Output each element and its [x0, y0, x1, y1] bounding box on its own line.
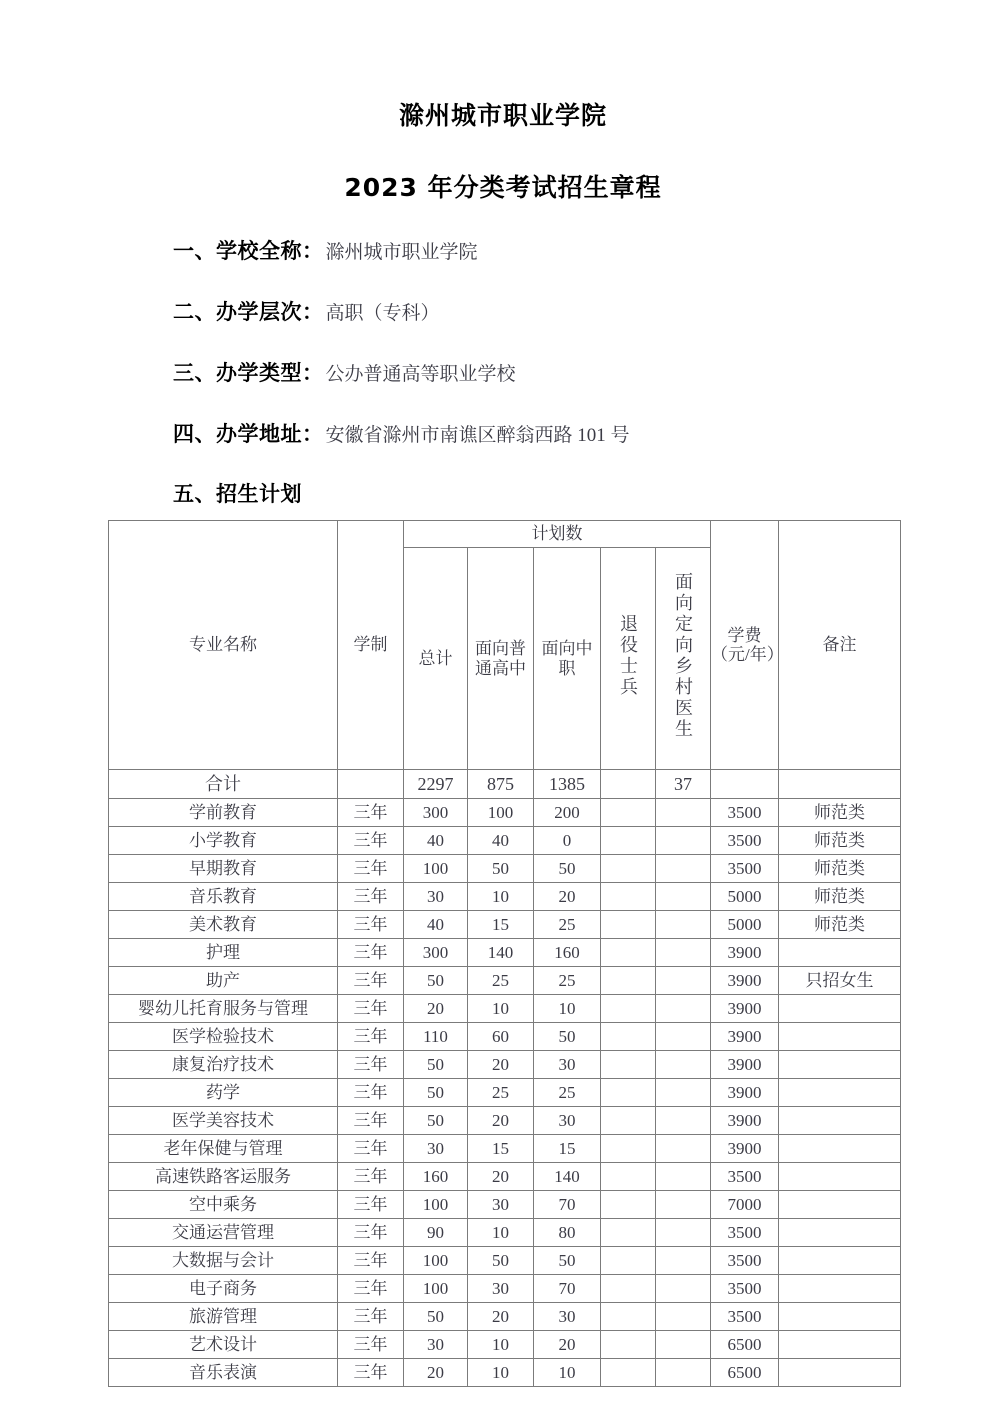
table-row	[109, 1163, 901, 1191]
cell-major: 旅游管理	[109, 1303, 338, 1331]
cell-fee: 3900	[711, 939, 779, 967]
table-row	[109, 1191, 901, 1219]
cell-vocational: 10	[534, 1359, 601, 1387]
cell-major: 高速铁路客运服务	[109, 1163, 338, 1191]
section-label: 五、招生计划	[173, 482, 302, 506]
cell-vocational: 10	[534, 995, 601, 1023]
header-major: 专业名称	[109, 521, 338, 770]
table-row	[109, 939, 901, 967]
cell-major: 音乐表演	[109, 1359, 338, 1387]
header-years: 学制	[338, 521, 404, 770]
cell-rural-doctor	[656, 827, 711, 855]
section-value: 安徽省滁州市南谯区醉翁西路 101 号	[325, 425, 630, 446]
cell-vocational: 70	[534, 1275, 601, 1303]
table-row	[109, 883, 901, 911]
cell-total: 100	[404, 1275, 468, 1303]
enrollment-plan-table	[108, 520, 901, 1387]
cell-years: 三年	[338, 1219, 404, 1247]
cell-major: 医学美容技术	[109, 1107, 338, 1135]
cell-senior-high: 10	[468, 883, 534, 911]
cell-rural-doctor	[656, 939, 711, 967]
cell-fee: 3500	[711, 1163, 779, 1191]
cell-note	[779, 1331, 901, 1359]
cell-vocational: 160	[534, 939, 601, 967]
cell-rural-doctor	[656, 1303, 711, 1331]
cell-senior-high: 20	[468, 1107, 534, 1135]
table-row	[109, 1107, 901, 1135]
cell-senior-high: 10	[468, 1219, 534, 1247]
section-enrollment-plan	[0, 478, 1006, 508]
cell-vocational: 30	[534, 1051, 601, 1079]
cell-years	[338, 770, 404, 799]
table-header-group-row	[109, 521, 901, 548]
cell-vocational: 200	[534, 799, 601, 827]
cell-total: 100	[404, 1247, 468, 1275]
cell-rural-doctor	[656, 1107, 711, 1135]
cell-years: 三年	[338, 883, 404, 911]
cell-veteran	[601, 883, 656, 911]
cell-fee: 3900	[711, 1135, 779, 1163]
cell-rural-doctor	[656, 967, 711, 995]
cell-fee: 7000	[711, 1191, 779, 1219]
cell-rural-doctor	[656, 883, 711, 911]
header-plan-group: 计划数	[404, 521, 711, 548]
header-total: 总计	[404, 548, 468, 770]
header-senior-high: 面向普通高中	[468, 548, 534, 770]
cell-total: 50	[404, 1107, 468, 1135]
cell-note	[779, 1247, 901, 1275]
cell-years: 三年	[338, 1051, 404, 1079]
cell-rural-doctor	[656, 911, 711, 939]
cell-major: 早期教育	[109, 855, 338, 883]
cell-veteran	[601, 1247, 656, 1275]
cell-vocational: 50	[534, 855, 601, 883]
cell-major: 电子商务	[109, 1275, 338, 1303]
cell-senior-high: 50	[468, 855, 534, 883]
cell-years: 三年	[338, 1191, 404, 1219]
section-label: 四、办学地址：	[173, 422, 324, 446]
table-row	[109, 827, 901, 855]
cell-total: 50	[404, 1051, 468, 1079]
cell-veteran	[601, 1023, 656, 1051]
cell-veteran	[601, 1359, 656, 1387]
table-row	[109, 1331, 901, 1359]
cell-major: 美术教育	[109, 911, 338, 939]
table-head	[109, 521, 901, 770]
cell-senior-high: 10	[468, 1331, 534, 1359]
cell-veteran	[601, 1107, 656, 1135]
cell-veteran	[601, 1331, 656, 1359]
cell-total: 160	[404, 1163, 468, 1191]
cell-senior-high: 875	[468, 770, 534, 799]
cell-years: 三年	[338, 967, 404, 995]
cell-senior-high: 25	[468, 967, 534, 995]
cell-note	[779, 770, 901, 799]
table-row	[109, 1023, 901, 1051]
cell-veteran	[601, 911, 656, 939]
cell-total: 20	[404, 1359, 468, 1387]
cell-fee	[711, 770, 779, 799]
cell-total: 40	[404, 911, 468, 939]
section-school-address	[0, 418, 1006, 448]
section-education-level	[0, 296, 1006, 326]
cell-fee: 3500	[711, 799, 779, 827]
cell-vocational: 20	[534, 1331, 601, 1359]
cell-senior-high: 30	[468, 1275, 534, 1303]
cell-veteran	[601, 1051, 656, 1079]
cell-total: 30	[404, 883, 468, 911]
table-row	[109, 1079, 901, 1107]
cell-years: 三年	[338, 911, 404, 939]
section-school-type	[0, 357, 1006, 387]
cell-veteran	[601, 995, 656, 1023]
cell-major: 大数据与会计	[109, 1247, 338, 1275]
cell-veteran	[601, 1219, 656, 1247]
cell-fee: 3500	[711, 827, 779, 855]
table-row	[109, 855, 901, 883]
cell-rural-doctor	[656, 1051, 711, 1079]
cell-years: 三年	[338, 995, 404, 1023]
header-rural-doctor-text: 面向定向乡村医生	[673, 572, 694, 741]
cell-vocational: 80	[534, 1219, 601, 1247]
cell-senior-high: 15	[468, 1135, 534, 1163]
cell-total: 50	[404, 1079, 468, 1107]
cell-note: 师范类	[779, 827, 901, 855]
cell-rural-doctor	[656, 1163, 711, 1191]
cell-total: 2297	[404, 770, 468, 799]
cell-major: 学前教育	[109, 799, 338, 827]
cell-vocational: 30	[534, 1303, 601, 1331]
cell-fee: 3900	[711, 1023, 779, 1051]
cell-fee: 3900	[711, 1051, 779, 1079]
cell-years: 三年	[338, 1023, 404, 1051]
cell-major: 婴幼儿托育服务与管理	[109, 995, 338, 1023]
cell-note	[779, 1163, 901, 1191]
cell-veteran	[601, 1163, 656, 1191]
table-row	[109, 1219, 901, 1247]
section-label: 一、学校全称：	[173, 239, 324, 263]
cell-veteran	[601, 1191, 656, 1219]
document-title-subject: 2023 年分类考试招生章程	[344, 173, 662, 202]
cell-rural-doctor	[656, 1359, 711, 1387]
cell-total: 300	[404, 799, 468, 827]
cell-years: 三年	[338, 1303, 404, 1331]
cell-fee: 5000	[711, 883, 779, 911]
cell-vocational: 25	[534, 911, 601, 939]
cell-rural-doctor	[656, 1331, 711, 1359]
cell-years: 三年	[338, 1247, 404, 1275]
cell-major: 交通运营管理	[109, 1219, 338, 1247]
cell-senior-high: 30	[468, 1191, 534, 1219]
cell-major: 医学检验技术	[109, 1023, 338, 1051]
cell-note	[779, 939, 901, 967]
cell-veteran	[601, 799, 656, 827]
cell-note: 师范类	[779, 799, 901, 827]
table-row	[109, 1247, 901, 1275]
cell-vocational: 50	[534, 1023, 601, 1051]
cell-major: 康复治疗技术	[109, 1051, 338, 1079]
header-vocational: 面向中职	[534, 548, 601, 770]
cell-veteran	[601, 939, 656, 967]
cell-veteran	[601, 770, 656, 799]
cell-senior-high: 10	[468, 1359, 534, 1387]
cell-note	[779, 1219, 901, 1247]
cell-note	[779, 1051, 901, 1079]
cell-years: 三年	[338, 1163, 404, 1191]
header-note: 备注	[779, 521, 901, 770]
cell-major: 药学	[109, 1079, 338, 1107]
cell-rural-doctor	[656, 799, 711, 827]
cell-major: 空中乘务	[109, 1191, 338, 1219]
cell-rural-doctor	[656, 1135, 711, 1163]
cell-fee: 3900	[711, 1079, 779, 1107]
cell-senior-high: 140	[468, 939, 534, 967]
cell-senior-high: 15	[468, 911, 534, 939]
cell-note	[779, 995, 901, 1023]
section-label: 三、办学类型：	[173, 361, 324, 385]
cell-years: 三年	[338, 1079, 404, 1107]
cell-note: 师范类	[779, 855, 901, 883]
cell-vocational: 15	[534, 1135, 601, 1163]
cell-note	[779, 1079, 901, 1107]
cell-note	[779, 1359, 901, 1387]
cell-major: 合计	[109, 770, 338, 799]
enrollment-plan-table-wrapper	[0, 520, 1006, 1387]
cell-years: 三年	[338, 1331, 404, 1359]
cell-note	[779, 1135, 901, 1163]
cell-vocational: 0	[534, 827, 601, 855]
cell-senior-high: 25	[468, 1079, 534, 1107]
cell-fee: 3500	[711, 1219, 779, 1247]
cell-rural-doctor	[656, 1275, 711, 1303]
cell-major: 音乐教育	[109, 883, 338, 911]
table-body	[109, 770, 901, 1387]
cell-total: 40	[404, 827, 468, 855]
cell-total: 30	[404, 1331, 468, 1359]
section-value: 滁州城市职业学院	[325, 242, 478, 263]
cell-fee: 3500	[711, 1303, 779, 1331]
cell-total: 20	[404, 995, 468, 1023]
table-row	[109, 1051, 901, 1079]
cell-note: 师范类	[779, 911, 901, 939]
cell-vocational: 140	[534, 1163, 601, 1191]
cell-total: 50	[404, 967, 468, 995]
cell-total: 300	[404, 939, 468, 967]
cell-fee: 6500	[711, 1331, 779, 1359]
cell-rural-doctor	[656, 1023, 711, 1051]
cell-rural-doctor	[656, 1191, 711, 1219]
cell-fee: 3500	[711, 1247, 779, 1275]
table-row	[109, 1303, 901, 1331]
cell-rural-doctor: 37	[656, 770, 711, 799]
cell-vocational: 70	[534, 1191, 601, 1219]
table-row	[109, 1359, 901, 1387]
cell-years: 三年	[338, 1359, 404, 1387]
cell-total: 30	[404, 1135, 468, 1163]
cell-note: 只招女生	[779, 967, 901, 995]
cell-vocational: 20	[534, 883, 601, 911]
cell-veteran	[601, 827, 656, 855]
table-row	[109, 1275, 901, 1303]
cell-major: 小学教育	[109, 827, 338, 855]
cell-years: 三年	[338, 855, 404, 883]
cell-fee: 3900	[711, 1107, 779, 1135]
cell-fee: 3500	[711, 1275, 779, 1303]
cell-veteran	[601, 1303, 656, 1331]
cell-years: 三年	[338, 939, 404, 967]
cell-total: 90	[404, 1219, 468, 1247]
cell-fee: 3900	[711, 995, 779, 1023]
cell-veteran	[601, 1135, 656, 1163]
section-value: 高职（专科）	[325, 303, 440, 324]
cell-senior-high: 10	[468, 995, 534, 1023]
cell-major: 艺术设计	[109, 1331, 338, 1359]
table-row	[109, 799, 901, 827]
cell-years: 三年	[338, 827, 404, 855]
cell-vocational: 50	[534, 1247, 601, 1275]
table-row	[109, 1135, 901, 1163]
cell-senior-high: 20	[468, 1163, 534, 1191]
cell-fee: 3900	[711, 967, 779, 995]
table-row	[109, 995, 901, 1023]
cell-senior-high: 20	[468, 1051, 534, 1079]
cell-senior-high: 60	[468, 1023, 534, 1051]
cell-years: 三年	[338, 799, 404, 827]
cell-note	[779, 1107, 901, 1135]
cell-vocational: 1385	[534, 770, 601, 799]
cell-total: 100	[404, 1191, 468, 1219]
cell-senior-high: 20	[468, 1303, 534, 1331]
table-row-total	[109, 770, 901, 799]
header-fee: 学费（元/年）	[711, 521, 779, 770]
cell-rural-doctor	[656, 1219, 711, 1247]
cell-note	[779, 1023, 901, 1051]
cell-senior-high: 100	[468, 799, 534, 827]
cell-total: 50	[404, 1303, 468, 1331]
cell-major: 老年保健与管理	[109, 1135, 338, 1163]
cell-rural-doctor	[656, 855, 711, 883]
cell-major: 助产	[109, 967, 338, 995]
cell-fee: 5000	[711, 911, 779, 939]
cell-total: 110	[404, 1023, 468, 1051]
cell-veteran	[601, 1079, 656, 1107]
cell-note	[779, 1191, 901, 1219]
section-value: 公办普通高等职业学校	[325, 364, 516, 385]
cell-vocational: 25	[534, 1079, 601, 1107]
cell-note	[779, 1275, 901, 1303]
section-school-name	[0, 235, 1006, 265]
cell-vocational: 30	[534, 1107, 601, 1135]
cell-fee: 6500	[711, 1359, 779, 1387]
header-rural-doctor	[656, 548, 711, 770]
cell-veteran	[601, 967, 656, 995]
cell-years: 三年	[338, 1135, 404, 1163]
section-label: 二、办学层次：	[173, 300, 324, 324]
cell-senior-high: 40	[468, 827, 534, 855]
cell-fee: 3500	[711, 855, 779, 883]
cell-rural-doctor	[656, 1079, 711, 1107]
table-row	[109, 911, 901, 939]
cell-note	[779, 1303, 901, 1331]
header-veteran	[601, 548, 656, 770]
cell-years: 三年	[338, 1275, 404, 1303]
cell-major: 护理	[109, 939, 338, 967]
header-veteran-text: 退役士兵	[618, 614, 638, 699]
cell-years: 三年	[338, 1107, 404, 1135]
cell-rural-doctor	[656, 995, 711, 1023]
cell-senior-high: 50	[468, 1247, 534, 1275]
cell-note: 师范类	[779, 883, 901, 911]
table-row	[109, 967, 901, 995]
cell-vocational: 25	[534, 967, 601, 995]
cell-veteran	[601, 855, 656, 883]
document-title-school: 滁州城市职业学院	[398, 101, 607, 130]
cell-total: 100	[404, 855, 468, 883]
cell-rural-doctor	[656, 1247, 711, 1275]
cell-veteran	[601, 1275, 656, 1303]
